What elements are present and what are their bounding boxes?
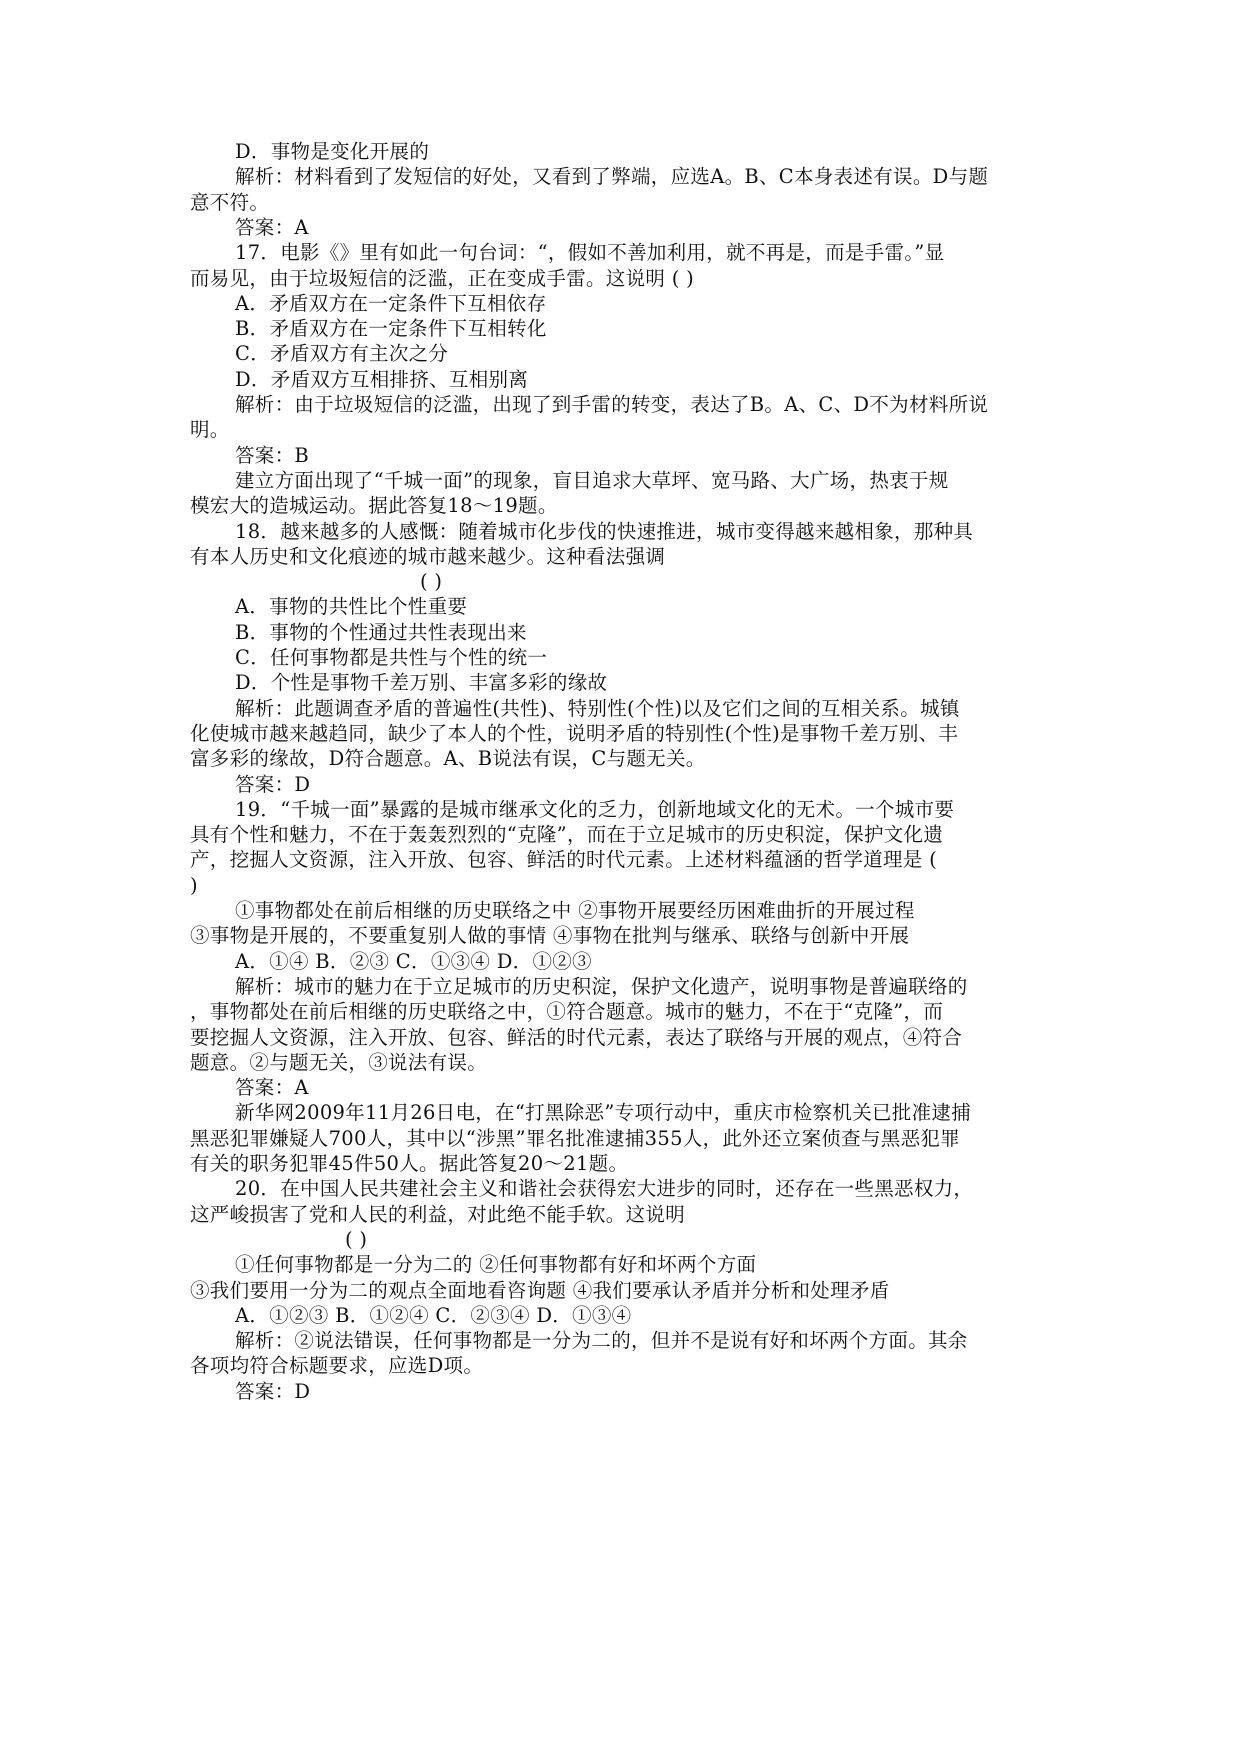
text-line: 17．电影《》里有如此一句台词：“，假如不善加利用，就不再是，而是手雷。”显	[235, 241, 945, 265]
text-line: ①事物都处在前后相继的历史联络之中 ②事物开展要经历困难曲折的开展过程	[235, 899, 915, 922]
text-line: 产，挖掘人文资源，注入开放、包容、鲜活的时代元素。上述材料蕴涵的哲学道理是 (	[190, 848, 938, 872]
text-line: 富多彩的缘故，D符合题意。A、B说法有误，C与题无关。	[190, 747, 706, 771]
text-line: 新华网2009年11月26日电，在“打黑除恶”专项行动中，重庆市检察机关已批准逮捕	[235, 1101, 971, 1125]
text-line: 题意。②与题无关，③说法有误。	[190, 1050, 488, 1074]
text-line: A．事物的共性比个性重要	[235, 595, 468, 619]
text-line: )	[190, 873, 198, 897]
text-line: 各项均符合标题要求，应选D项。	[190, 1354, 484, 1378]
text-line: 有关的职务犯罪45件50人。据此答复20～21题。	[190, 1152, 629, 1175]
text-line: A．①②③ B．①②④ C．②③④ D．①③④	[235, 1303, 632, 1327]
text-line: A．矛盾双方在一定条件下互相依存	[235, 291, 547, 315]
text-line: 18．越来越多的人感慨：随着城市化步伐的快速推进，城市变得越来越相象，那种具	[235, 519, 974, 543]
text-line: 这严峻损害了党和人民的利益，对此绝不能手软。这说明	[190, 1202, 686, 1226]
text-line: ③我们要用一分为二的观点全面地看咨询题 ④我们要承认矛盾并分析和处理矛盾	[190, 1278, 890, 1302]
text-line: C．矛盾双方有主次之分	[235, 342, 449, 366]
text-line: ①任何事物都是一分为二的 ②任何事物都有好和坏两个方面	[235, 1253, 757, 1277]
text-line: 建立方面出现了“千城一面”的现象，盲目追求大草坪、宽马路、大广场，热衷于规	[235, 468, 949, 492]
text-line: 答案：A	[235, 1076, 309, 1100]
text-line: D．矛盾双方互相排挤、互相别离	[235, 367, 529, 391]
text-line: 解析：城市的魅力在于立足城市的历史积淀，保护文化遗产，说明事物是普遍联络的	[235, 974, 968, 998]
text-line: 而易见，由于垃圾短信的泛滥，正在变成手雷。这说明 ( )	[190, 266, 695, 290]
text-line: D．事物是变化开展的	[235, 140, 430, 163]
text-line: B．矛盾双方在一定条件下互相转化	[235, 317, 547, 341]
text-line: 解析：材料看到了发短信的好处，又看到了弊端，应选A。B、C本身表述有误。D与题	[235, 165, 989, 189]
text-line: ③事物是开展的，不要重复别人做的事情 ④事物在批判与继承、联络与创新中开展	[190, 924, 910, 948]
text-line: D．个性是事物千差万别、丰富多彩的缘故	[235, 671, 608, 695]
text-line: 意不符。	[190, 190, 270, 214]
text-line: ，事物都处在前后相继的历史联络之中，①符合题意。城市的魅力，不在于“克隆”，而	[190, 1000, 944, 1024]
text-line: 明。	[190, 418, 230, 442]
text-line: 模宏大的造城运动。据此答复18～19题。	[190, 494, 558, 518]
text-line: 有本人历史和文化痕迹的城市越来越少。这种看法强调	[190, 544, 666, 568]
text-line: 答案：B	[235, 443, 310, 467]
text-line: 黑恶犯罪嫌疑人700人，其中以“涉黑”罪名批准逮捕355人，此外还立案侦查与黑恶犯罪	[190, 1126, 960, 1150]
text-line: 要挖掘人文资源，注入开放、包容、鲜活的时代元素，表达了联络与开展的观点，④符合	[190, 1025, 963, 1049]
text-line: 解析：由于垃圾短信的泛滥，出现了到手雷的转变，表达了B。A、C、D不为材料所说	[235, 393, 989, 416]
text-line: 具有个性和魅力，不在于轰轰烈烈的“克隆”，而在于立足城市的历史积淀，保护文化遗	[190, 823, 944, 847]
text-line: A．①④ B．②③ C．①③④ D．①②③	[235, 949, 592, 973]
text-line: 解析：②说法错误，任何事物都是一分为二的，但并不是说有好和坏两个方面。其余	[235, 1329, 968, 1353]
text-line: ( )	[420, 570, 443, 594]
text-line: 化使城市越来越趋同，缺少了本人的个性，说明矛盾的特别性(个性)是事物千差万别、丰	[190, 721, 959, 745]
text-line: 解析：此题调查矛盾的普遍性(共性)、特别性(个性)以及它们之间的互相关系。城镇	[235, 696, 960, 720]
text-line: 20．在中国人民共建社会主义和谐社会获得宏大进步的同时，还存在一些黑恶权力，	[235, 1177, 974, 1201]
text-line: ( )	[345, 1227, 368, 1251]
text-line: C．任何事物都是共性与个性的统一	[235, 646, 548, 669]
text-line: 答案：D	[235, 1379, 311, 1403]
text-line: B．事物的个性通过共性表现出来	[235, 620, 527, 644]
text-line: 19．“千城一面”暴露的是城市继承文化的乏力，创新地域文化的无术。一个城市要	[235, 797, 955, 821]
text-line: 答案：D	[235, 772, 311, 796]
text-line: 答案：A	[235, 215, 309, 239]
